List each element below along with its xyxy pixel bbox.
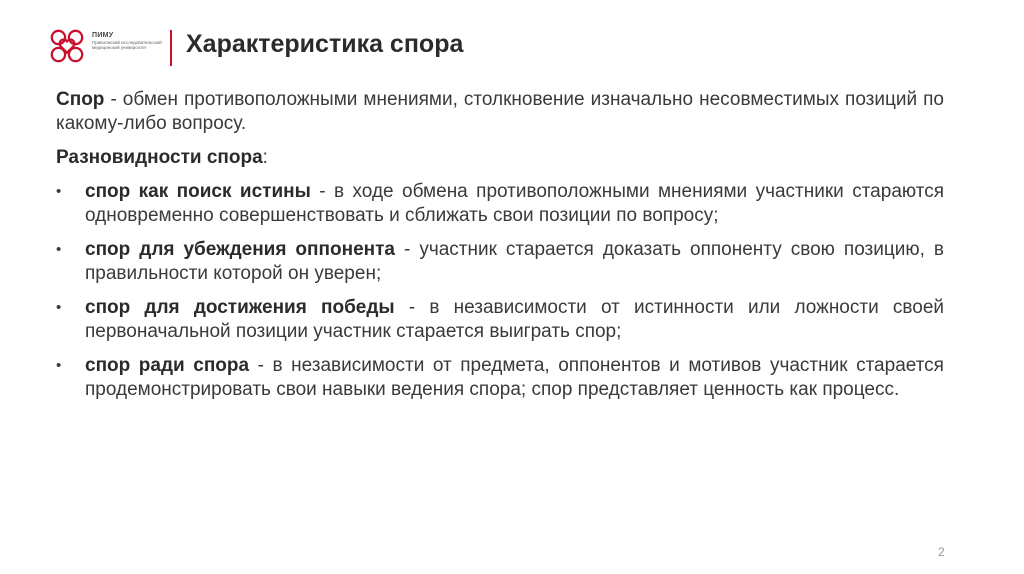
definition-term: Спор: [56, 89, 105, 110]
types-heading-label: Разновидности спора: [56, 147, 263, 168]
logo: [48, 26, 162, 66]
item-text: - в независимости от предмета, оппонентов и мотивов участник старается продемонстрировать свои навыки ведения спора; спор представляет ценность как процесс.: [85, 355, 944, 400]
list-item: [56, 296, 944, 344]
logo-subtitle: Приволжский исследовательский медицинский университет: [92, 40, 162, 50]
list-item: [56, 238, 944, 286]
item-text: - участник старается доказать оппоненту свою позицию, в правильности которой он уверен;: [85, 239, 944, 284]
bullet-icon: •: [56, 183, 62, 200]
item-term: спор ради спора: [85, 355, 250, 376]
item-term: спор для убеждения оппонента: [85, 239, 395, 260]
item-text: - в независимости от истинности или ложности своей первоначальной позиции участник старается выиграть спор;: [85, 297, 944, 342]
types-heading-suffix: :: [262, 147, 268, 168]
page-number: 2: [938, 545, 945, 559]
item-text: - в ходе обмена противоположными мнениями участники стараются одновременно совершенствовать и сближать свои позиции по вопросу;: [85, 181, 944, 226]
slide-content: [56, 88, 944, 412]
types-list: [56, 180, 944, 402]
list-item: [56, 354, 944, 402]
list-item: [56, 180, 944, 228]
logo-name: ПИМУ: [92, 32, 114, 39]
title-divider: [170, 30, 172, 66]
item-term: спор для достижения победы: [85, 297, 395, 318]
item-term: спор как поиск истины: [85, 181, 311, 202]
bullet-icon: •: [56, 241, 62, 258]
bullet-icon: •: [56, 299, 62, 316]
bullet-icon: •: [56, 357, 62, 374]
definition-paragraph: [56, 88, 944, 136]
page-title: Характеристика спора: [186, 30, 464, 58]
pimu-logo-icon: [48, 26, 86, 66]
types-heading: [56, 146, 944, 170]
definition-text: - обмен противоположными мнениями, столкновение изначально несовместимых позиций по какому-либо вопросу.: [56, 89, 944, 134]
